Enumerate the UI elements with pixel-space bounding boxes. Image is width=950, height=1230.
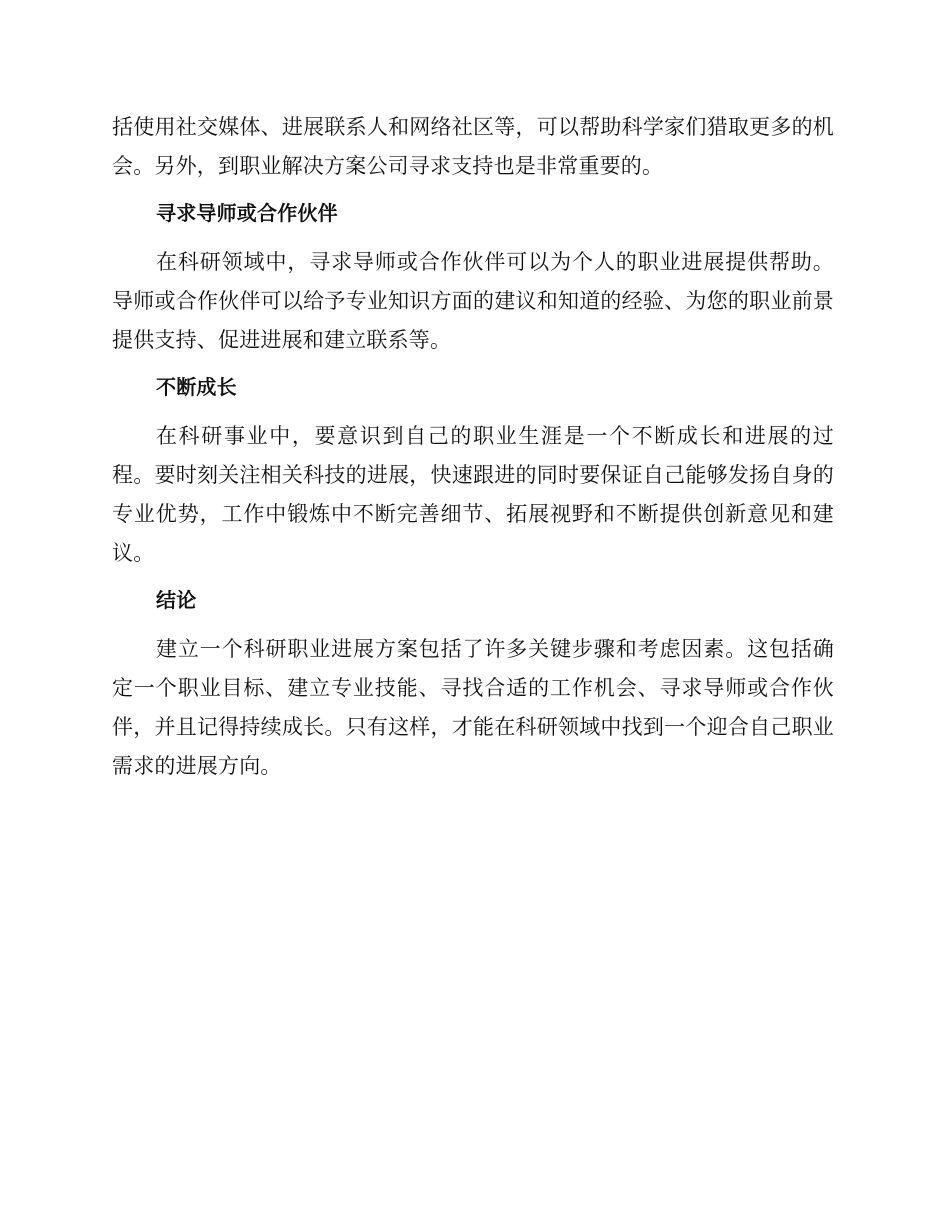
section-heading-mentor: 寻求导师或合作伙伴 [156,201,338,225]
section-conclusion [112,581,834,786]
section-mentor [112,194,834,360]
intro-continuation-paragraph: 括使用社交媒体、进展联系人和网络社区等，可以帮助科学家们猎取更多的机会。另外，到职业解决方案公司寻求支持也是非常重要的。 [112,115,834,178]
section-body-conclusion: 建立一个科研职业进展方案包括了许多关键步骤和考虑因素。这包括确定一个职业目标、建立专业技能、寻找合适的工作机会、寻求导师或合作伙伴，并且记得持续成长。只有这样，才能在科研领域中找到一个迎合自己职业需求的进展方向。 [112,637,834,778]
section-heading-growth: 不断成长 [156,375,237,399]
section-heading-conclusion: 结论 [156,588,197,612]
section-body-mentor: 在科研领域中，寻求导师或合作伙伴可以为个人的职业进展提供帮助。导师或合作伙伴可以给予专业知识方面的建议和知道的经验、为您的职业前景提供支持、促进进展和建立联系等。 [112,250,834,352]
section-body-growth: 在科研事业中，要意识到自己的职业生涯是一个不断成长和进展的过程。要时刻关注相关科技的进展，快速跟进的同时要保证自己能够发扬自身的专业优势，工作中锻炼中不断完善细节、拓展视野和不断提供创新意见和建议。 [112,424,834,565]
document-page [112,108,834,794]
section-growth [112,368,834,573]
